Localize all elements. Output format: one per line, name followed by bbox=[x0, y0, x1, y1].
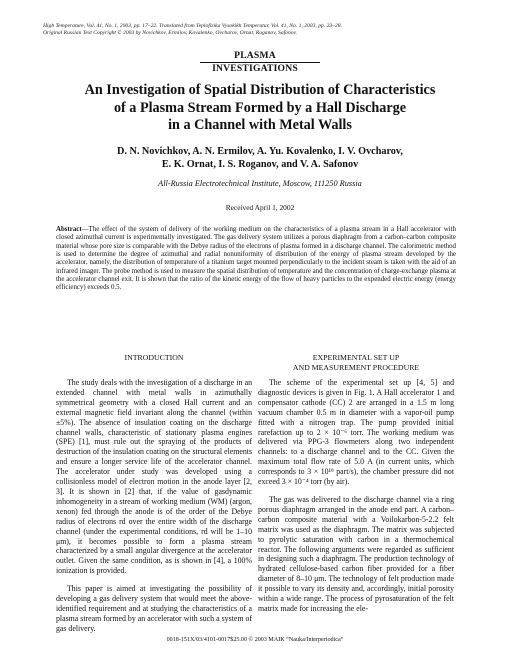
authors-line: D. N. Novichkov, A. N. Ermilov, A. Yu. Kovalenko, I. V. Ovcharov, bbox=[117, 146, 403, 157]
journal-header bbox=[43, 23, 483, 37]
heading-line: EXPERIMENTAL SET UP bbox=[312, 353, 400, 362]
title-line: in a Channel with Metal Walls bbox=[168, 117, 352, 133]
affiliation: All-Russia Electrotechnical Institute, Moscow, 111250 Russia bbox=[158, 179, 362, 188]
journal-header-line: Original Russian Text Copyright © 2003 by Novichkov, Ermilov, Kovalenko, Ovcharov, Ornat, Roganov, Safonov. bbox=[43, 30, 298, 36]
copyright-footer: 0018-151X/03/4101-0017$25.00 © 2003 MAIK “Nauka/Interperiodica” bbox=[166, 637, 344, 643]
received-date: Received April 1, 2002 bbox=[225, 203, 295, 212]
right-column bbox=[258, 378, 454, 622]
paragraph: This paper is aimed at investigating the possibility of developing a gas delivery system that would meet the above-identified requirement and at studying the characteristics of a plasma stream formed by an accelerator with such a system of gas delivery. bbox=[56, 584, 252, 633]
abstract bbox=[56, 226, 456, 293]
section-title-line: INVESTIGATIONS bbox=[212, 63, 298, 74]
paragraph: The scheme of the experimental set up [4, 5] and diagnostic devices is given in Fig. 1. A Hall accelerator 1 and compensator cathode (CC) 2 are arranged in a 1.5 m long vacuum chamber 0.5 m in diameter with a vapor-oil pump fitted with a nitrogen trap. The pump provided initial rarefaction up to 2 × 10⁻⁶ torr. The working medium was delivered via PPG-3 flowmeters along two independent channels: to a discharge channel and to the CC. Given the maximum total flow rate of 5.0 A (in current units, which corresponds to 3 × 10¹⁹ part/s), the chamber pressure did not exceed 3 × 10⁻⁴ torr (by air). bbox=[258, 378, 454, 487]
paragraph: The study deals with the investigation of a discharge in an extended channel with metal walls in azimuthally symmetrical geometry with a closed Hall current and an external magnetic field invariant along the channel (within ±5%). The absence of insulation coating on the discharge channel walls, characteristic of stationary plasma engines (SPE) [1], must rule out the spraying of the products of destruction of the insulation coating on the structural elements and ensure a longer service life of the accelerator channel. The accelerator under study was developed using a collisionless model of electron motion in the anode layer [2, 3]. It is shown in [2] that, if the value of gasdynamic inhomogeneity in a stream of working medium (WM) (argon, xenon) fed through the anode is of the order of the Debye radius of electrons rd over the entire width of the discharge channel (under the experimental conditions, rd will be 1–10 μm), it becomes possible to form a plasma stream characterized by a small angular divergence at the accelerator outlet. Given the same condition, as is shown in [4], a 100% ionization is provided. bbox=[56, 378, 252, 576]
section-heading-introduction: INTRODUCTION bbox=[124, 353, 184, 362]
authors bbox=[60, 145, 460, 171]
heading-line: AND MEASUREMENT PROCEDURE bbox=[292, 363, 420, 372]
abstract-lead: Abstract bbox=[56, 226, 82, 233]
paper-title bbox=[40, 82, 480, 135]
section-title-line: PLASMA bbox=[234, 50, 276, 61]
authors-line: E. K. Ornat, I. S. Roganov, and V. A. Safonov bbox=[161, 159, 359, 170]
title-line: An Investigation of Spatial Distribution of Characteristics bbox=[84, 82, 436, 98]
abstract-text: —The effect of the system of delivery of the working medium on the characteristics of a plasma stream in a Hall accelerator with closed azimuthal current is experimentally investigated. The gas delivery system utilizes a porous diaphragm from a carbon–carbon composite material whose pore size is comparable with the Debye radius of the electrons of plasma formed in a discharge channel. The calorimetric method is used to determine the degree of azimuthal and radial nonuniformity of distribution of the energy of plasma stream developed by the accelerator, namely, the distribution of temperature of a titanium target mounted perpendicularly to the incident steam is taken with the aid of an infrared imager. The probe method is used to measure the spatial distribution of temperature and the concentration of charge-exchange plasma at the accelerator channel exit. It is shown that the ratio of the kinetic energy of the flow of heavy particles to the expended electric energy (energy efficiency) exceeds 0.5. bbox=[56, 226, 456, 292]
section-heading-experimental bbox=[258, 353, 454, 373]
left-column bbox=[56, 378, 252, 642]
title-line: of a Plasma Stream Formed by a Hall Discharge bbox=[113, 99, 407, 116]
paragraph: The gas was delivered to the discharge channel via a ring porous diaphragm arranged in the anode end part. A carbon–carbon composite material with a Voilokarbon-5-2.2 felt matrix was used as the diaphragm. The matrix was subjected to pyrolytic saturation with carbon in a thermochemical reactor. The following arguments were regarded as sufficient in designing such a diaphragm. The production technology of hydrated cellulose-based carbon fiber provided for a fiber diameter of 8–10 μm. The technology of felt production made it possible to vary its density and, accordingly, initial porosity within a wide range. The process of pyrosaturation of the felt matrix made for increasing the ele- bbox=[258, 494, 454, 613]
journal-header-line: High Temperature, Vol. 41, No. 1, 2003, pp. 17–22. Translated from Teplofizika Vysokikh Temperatur, Vol. 41, No. 1, 2003, pp. 23–28. bbox=[43, 23, 342, 29]
